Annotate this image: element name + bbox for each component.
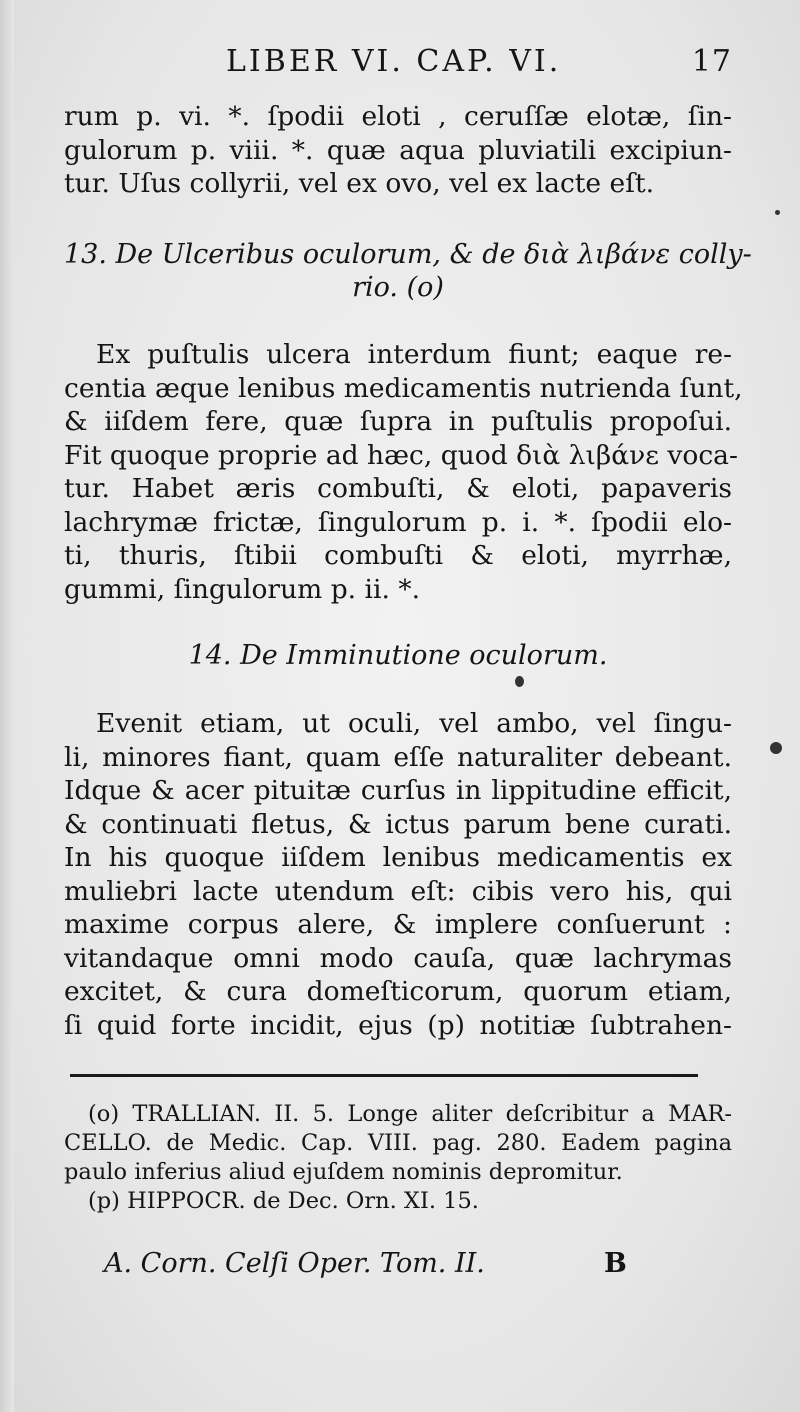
footnote-o-line: CELLO. de Medic. Cap. VIII. pag. 280. Eadem pagina (64, 1130, 732, 1156)
text-line: Idque & acer pituitæ curſus in lippitudine efficit, (64, 775, 732, 806)
text-line: Fit quoque proprie ad hæc, quod διὰ λιβάνε voca- (64, 439, 738, 471)
text-line: lachrymæ frictæ, ſingulorum p. i. *. ſpodii elo- (64, 506, 732, 538)
text-line: In his quoque iiſdem lenibus medicamentis ex (64, 842, 732, 873)
page-edge-shadow (0, 0, 14, 1412)
heading-line: 13. De Ulceribus oculorum, & de διὰ λιβάνε colly- (64, 239, 752, 270)
signature-mark: B (604, 1248, 627, 1279)
text-line: Ex puſtulis ulcera interdum fiunt; eaque re- (96, 339, 732, 370)
text-line: tur. Uſus collyrii, vel ex ovo, vel ex lacte eſt. (64, 168, 655, 199)
text-line: muliebri lacte utendum eſt: cibis vero his, qui (64, 875, 732, 907)
text-line: centia æque lenibus medicamentis nutrienda ſunt, (64, 372, 743, 404)
ink-speck (775, 210, 780, 215)
text-line: li, minores fiant, quam eſſe naturaliter debeant. (64, 741, 732, 773)
text-line: rum p. vi. *. ſpodii eloti , ceruſſæ elotæ, ſin- (64, 101, 732, 132)
footnotes (64, 1100, 732, 1216)
text-line: ſi quid forte incidit, ejus (p) notitiæ ſubtrahen- (64, 1009, 732, 1041)
ink-speck (515, 676, 524, 687)
section-14-paragraph (64, 707, 732, 1042)
section-13-paragraph (64, 338, 743, 606)
text-line: Evenit etiam, ut oculi, vel ambo, vel ſingu- (96, 708, 732, 739)
running-head: LIBER VI. CAP. VI. (226, 44, 562, 79)
text-line: gulorum p. viii. *. quæ aqua pluviatili excipiun- (64, 134, 732, 166)
text-line: & continuati fletus, & ictus parum bene curati. (64, 808, 732, 840)
text-line: & iiſdem fere, quæ ſupra in puſtulis propoſui. (64, 406, 732, 437)
text-line: tur. Habet æris combuſti, & eloti, papaveris (64, 473, 732, 504)
footnote-o-line: paulo inferius aliud ejuſdem nominis depromitur. (64, 1159, 623, 1185)
section-14-heading: 14. De Imminutione oculorum. (188, 640, 608, 671)
continued-paragraph (64, 100, 732, 201)
page-header (64, 44, 732, 88)
signature-line: A. Corn. Celſi Oper. Tom. II. (104, 1248, 485, 1279)
footnote-rule (70, 1074, 698, 1077)
text-line: excitet, & cura domeſticorum, quorum etiam, (64, 976, 732, 1007)
section-13-heading (64, 238, 752, 304)
heading-line: rio. (o) (352, 272, 444, 303)
page-number: 17 (691, 44, 732, 79)
footnote-p-line: (p) HIPPOCR. de Dec. Orn. XI. 15. (88, 1188, 479, 1214)
text-line: maxime corpus alere, & implere conſuerunt : (64, 909, 732, 940)
footnote-o-line: (o) TRALLIAN. II. 5. Longe aliter deſcribitur a MAR- (88, 1101, 732, 1127)
text-line: gummi, ſingulorum p. ii. *. (64, 573, 420, 605)
text-line: vitandaque omni modo cauſa, quæ lachrymas (64, 942, 732, 974)
text-line: ti, thuris, ſtibii combuſti & eloti, myrrhæ, (64, 540, 732, 571)
ink-speck (770, 742, 782, 754)
